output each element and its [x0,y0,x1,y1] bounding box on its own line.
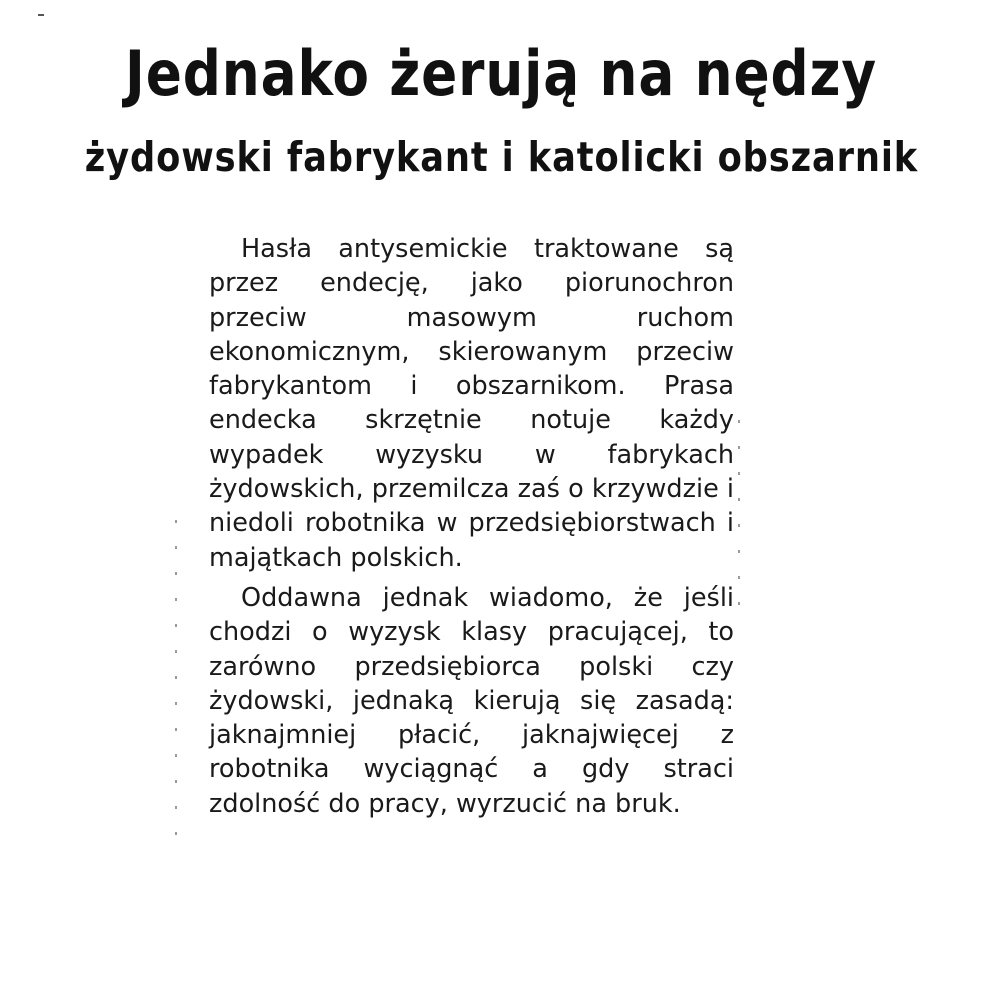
scan-speck [38,14,44,16]
paragraph-1: Hasła antysemickie traktowane są przez endecję, jako piorunochron przeciw masowym ruchom ekonomicznym, skierowanym przeciw fabrykantom i obszarnikom. Prasa endecka skrzętnie notuje każdy wypadek wyzysku w fabrykach żydowskich, przemilcza zaś o krzywdzie i niedoli robotnika w przedsiębiorstwach i majątkach polskich. [209,234,734,573]
subheadline: żydowski fabrykant i katolicki obszarnik [84,133,919,181]
article-body [209,232,734,821]
column-rule-left [175,520,177,850]
headline: Jednako żerują na nędzy [125,37,878,110]
paragraph-2: Oddawna jednak wiadomo, że jeśli chodzi o wyzysk klasy pracującej, to zarówno przedsiębiorca polski czy żydowski, jednaką kierują się zasadą: jaknajmniej płacić, jaknajwięcej z robotnika wyciągnąć a gdy straci zdolność do pracy, wyrzucić na bruk. [209,582,734,819]
column-rule-right [738,420,740,620]
